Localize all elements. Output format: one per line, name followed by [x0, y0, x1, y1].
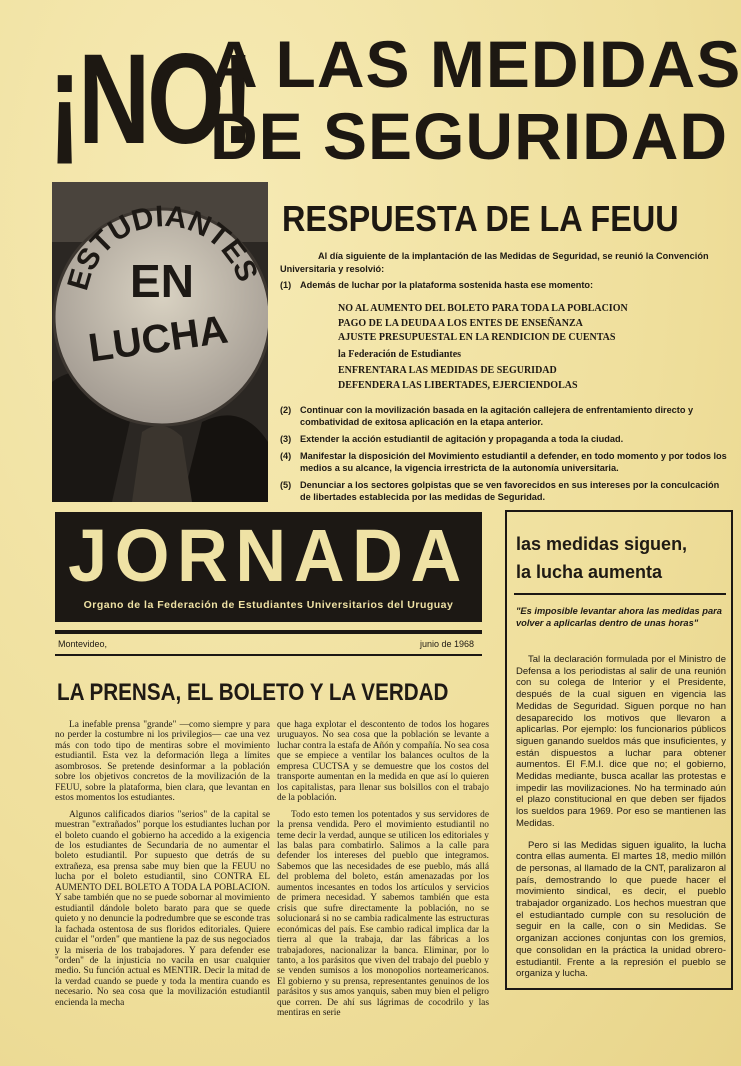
svg-text:EN: EN — [130, 255, 194, 307]
resolution-item — [280, 433, 732, 445]
paragraph: Todo esto temen los potentados y sus servidores de la prensa vendida. Pero el movimiento estudiantil no teme decir la verdad, aunque se utilicen los editoriales y las balas para combatirlo. Salimos a la calle para defender los intereses del pueblo que integramos. Sabemos que las necesidades de ese pueblo, más allá del problema del boleto, están amenazadas por los aumentos incesantes en todos los artículos y servicios de primera necesidad. Y sabemos también que esta crisis que sufre directamente la población, no se solucionará si no se cambia radicalmente las estructuras económicas del país. Ese cambio radical implica dar la tierra al que la trabaja, dar las fábricas a los trabajadores, nacionalizar la banca. Eliminar, por lo tanto, a los parásitos que viven del trabajo del pueblo y se venden sumisos a los monopolios norteamericanos. El gobierno y su prensa, representantes genuinos de los parásitos y sus amos yanquis, saben muy bien el peligro que corren. De ahí sus lágrimas de cocodrilo y las mentiras en serie — [277, 809, 489, 1019]
headline-exclamation: ¡NO! — [48, 28, 252, 171]
headline-line2: DE SEGURIDAD — [210, 99, 729, 173]
sidebar-title-line: las medidas siguen, — [516, 534, 688, 554]
item-text: Continuar con la movilización basada en la agitación callejera de enfrentamiento directo y combatividad de exitosa aplicación en la etapa anterior. — [300, 405, 694, 427]
item-text: Además de luchar por la plataforma sostenida hasta ese momento: — [300, 280, 594, 290]
protest-sign-image — [52, 182, 268, 502]
protest-photo — [52, 182, 268, 502]
sidebar-title-line: la lucha aumenta — [516, 562, 663, 582]
item-number: (5) — [280, 480, 292, 490]
divider — [55, 630, 482, 634]
feuu-resolutions — [280, 404, 732, 508]
resolution-item — [280, 404, 732, 428]
sidebar-body — [516, 654, 726, 990]
paragraph: Pero si las Medidas siguen igualito, la lucha contra ellas aumenta. El martes 18, medio millón de personas, al llamado de la CNT, paralizaron al país, demostrando lo que puede hacer el movimiento sindical, es decir, el pueblo trabajador organizado. Los hechos muestran que el estudiantado cumple con su resolución de seguir en la calle, con o sin Medidas. Se organizan acciones conjuntas con los gremios, que consolidan en la práctica la unidad obrero-estudiantil. Frente a la represión el pueblo se organiza y lucha. — [516, 839, 726, 980]
paragraph: que haga explotar el descontento de todos los hogares uruguayos. No sea cosa que la población se levante a luchar contra la estafa de Añón y compañía. No sea cosa que se empiece a ventilar los balances ocultos de la empresa CUCTSA y se demuestre que los costos del transporte aumentan en la medida en que así lo quieren los capitalistas, para llenar sus bolsillos con el trabajo de la población. — [277, 720, 489, 804]
item-text: Denunciar a los sectores golpistas que se ven favorecidos en sus intereses por la conculcación de libertades establecida por las medidas de Seguridad. — [300, 480, 720, 502]
paragraph: La inefable prensa "grande" —como siempre y para no perder la costumbre ni los privilegios— cae una vez más con todo tipo de mentiras sobre el movimiento estudiantil. Esta vez la deformación llega a límites asombrosos. Se pretende desinformar a la población sobre los objetivos concretos de la movilización de la FEUU, sobre la plataforma, bien clara, que levantan en estos momentos los estudiantes. — [55, 720, 270, 804]
svg-text:LUCHA: LUCHA — [85, 307, 231, 371]
dateline-place: Montevideo, — [58, 639, 108, 649]
item-number: (1) — [280, 280, 292, 290]
resolution-item — [280, 450, 732, 474]
masthead-title: JORNADA — [68, 514, 469, 597]
svg-text:ESTUDIANTES: ESTUDIANTES — [61, 199, 264, 294]
item-text: Manifestar la disposición del Movimiento estudiantil a defender, en todo momento y por todos los medios a su alcance, la vigencia irrestricta de la autonomía universitaria. — [300, 451, 727, 473]
article-column-1 — [55, 720, 270, 1014]
demands-list — [338, 302, 718, 346]
feuu-intro: Al día siguiente de la implantación de las Medidas de Seguridad, se reunió la Convención Universitaria y resolvió: — [280, 251, 709, 274]
demand-line: NO AL AUMENTO DEL BOLETO PARA TODA LA POBLACION — [338, 303, 628, 314]
paragraph: Algunos calificados diarios "serios" de la capital se muestran "extrañados" porque los estudiantes luchan por el boleto cuando el gobierno ha accedido a la exigencia de los estudiantes de Secundaria de no aumentar el boleto estudiantil. Por supuesto que detrás de su extrañeza, esa prensa sabe muy bien que la FEUU no lucha por el boleto estudiantil, sino CONTRA EL AUMENTO DEL BOLETO A TODA LA POBLACION. Y sabe también que no se puede sobornar al movimiento estudiantil dándole boleto barato para que se quede quieto y no denuncie la podredumbre que se esconde tras la fachada ostentosa de sus floridos editoriales. Quiere cuidar el "orden" que mantiene la paz de sus negociados y la miseria de los trabajadores. Y para defender ese "orden" de la injusticia no vacila en usar cualquier medio. Su función actual es MENTIR. Decir la mitad de la verdad cuando se puede y toda la mentira cuando es necesario. No sea cosa que la movilización estudiantil encienda la mecha — [55, 809, 270, 1008]
item-number: (2) — [280, 405, 292, 415]
feuu-title: RESPUESTA DE LA FEUU — [282, 198, 679, 239]
divider — [514, 593, 726, 595]
article-title: LA PRENSA, EL BOLETO Y LA VERDAD — [57, 679, 449, 706]
resolution-item — [280, 479, 732, 503]
item-text: Extender la acción estudiantil de agitación y propaganda a toda la ciudad. — [300, 434, 624, 444]
item-number: (4) — [280, 451, 292, 461]
demand-line: AJUSTE PRESUPUESTAL EN LA RENDICION DE CUENTAS — [338, 332, 616, 343]
headline-line1: A LAS MEDIDAS — [210, 27, 741, 101]
federation-item: ENFRENTARA LAS MEDIDAS DE SEGURIDAD — [338, 365, 557, 376]
divider — [55, 654, 482, 656]
demand-line: PAGO DE LA DEUDA A LOS ENTES DE ENSEÑANZA — [338, 317, 583, 329]
paragraph: Tal la declaración formulada por el Ministro de Defensa a los periodistas al salir de una reunión con su colega de Interior y el Presidente, después de la cual siguen en vigencia las Medidas de Seguridad. Siguen porque no han desaparecido los motivos que llevaron a aplicarlas. Por ejemplo: los funcionarios públicos siguen ganando sueldos más que insuficientes, y están dispuestos a luchar para obtener aumentos. El F.M.I. dice que no; el gobierno, Medidas mediante, busca acallar las protestas e impedir las movilizaciones. No ha terminado aún el plazo constitucional en que deben ser fijados los sueldos para 1969. Por eso se mantienen las Medidas. — [516, 654, 726, 829]
dateline-date: junio de 1968 — [420, 639, 475, 649]
sidebar-title — [516, 530, 726, 586]
federation-label: la Federación de Estudiantes — [338, 349, 462, 360]
masthead-subtitle: Organo de la Federación de Estudiantes Universitarios del Uruguay — [83, 599, 454, 611]
feuu-item-1 — [280, 279, 732, 298]
federation-item: DEFENDERA LAS LIBERTADES, EJERCIENDOLAS — [338, 379, 578, 391]
article-column-2 — [277, 720, 489, 1025]
item-number: (3) — [280, 434, 292, 444]
sidebar-quote: "Es imposible levantar ahora las medidas para volver a aplicarlas dentro de unas horas" — [516, 606, 722, 628]
federation-items — [338, 364, 718, 393]
